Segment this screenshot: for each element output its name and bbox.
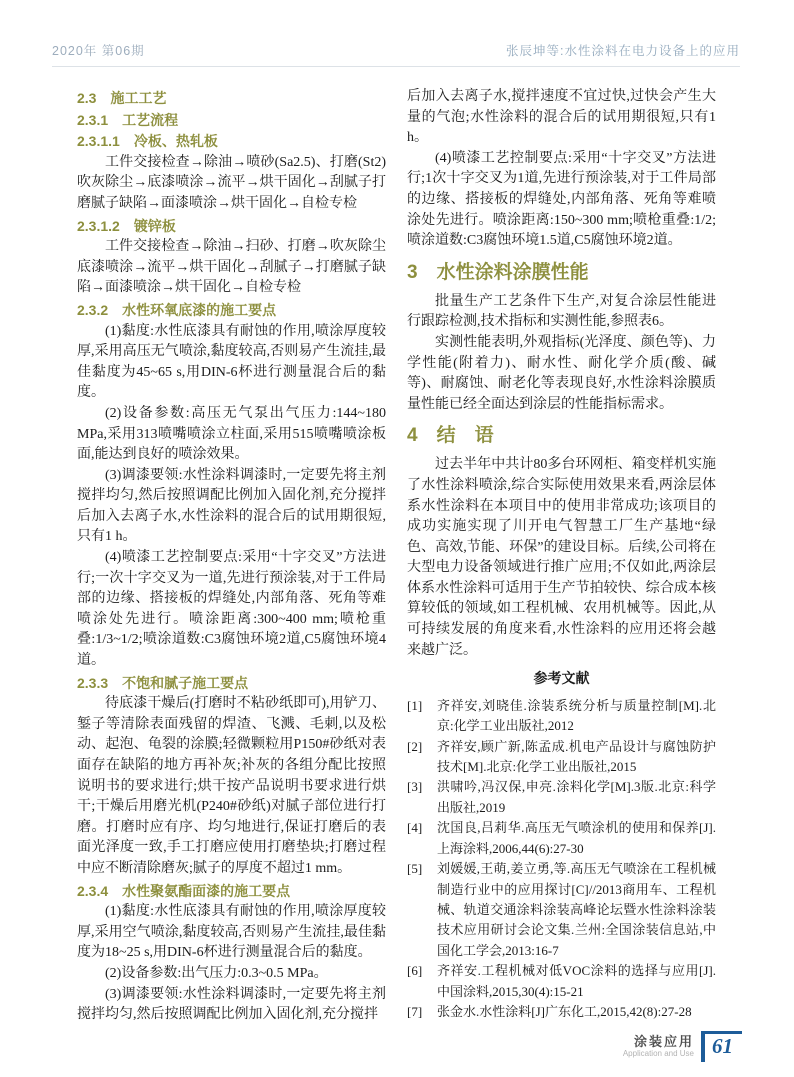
article-body xyxy=(77,87,717,1026)
section-heading-3: 3 水性涂料涂膜性能 xyxy=(407,261,589,283)
page-number xyxy=(701,1031,742,1062)
references-heading: 参考文献 xyxy=(533,672,590,688)
paragraph-topcoat-mixing-start: (3)调漆要领:水性涂料调漆时,一定要先将主剂搅拌均匀,然后按照调配比例加入固化剂,充分搅拌 xyxy=(77,986,386,1023)
paragraph-topcoat-spray-control: (4)喷漆工艺控制要点:采用“十字交叉”方法进行;1次十字交叉为1道,先进行预涂装,对于工件局部的边缘、搭接板的焊缝处,内部角落、死角等难喷涂处先进行。喷涂距离:150~300 mm;喷枪重叠:1/2;喷涂道数:C3腐蚀环境1.5道,C5腐蚀环境2道。 xyxy=(407,150,716,249)
paragraph-process-flow-cold-plate: 工件交接检查→除油→喷砂(Sa2.5)、打磨(St2)吹灰除尘→底漆喷涂→流平→烘干固化→刮腻子打磨腻子缺陷→面漆喷涂→烘干固化→自检专检 xyxy=(77,154,386,211)
reference-text: 齐祥安,刘晓佳.涂装系统分析与质量控制[M].北京:化学工业出版社,2012 xyxy=(437,697,716,734)
left-column xyxy=(77,87,386,1026)
section-heading-2-3-1: 2.3.1 工艺流程 xyxy=(77,111,179,128)
reference-text: 张金水.水性涂料[J]广东化工,2015,42(8):27-28 xyxy=(437,1003,692,1019)
reference-number: [3] xyxy=(407,779,423,795)
reference-text: 刘媛媛,王萌,姜立勇,等.高压无气喷涂在工程机械制造行业中的应用探讨[C]//2013商用车、工程机械、轨道交通涂料涂装高峰论坛暨水性涂料涂装技术应用研讨会论文集.兰州:全国涂装信息站,中国化工学会,2013:16-7 xyxy=(437,861,716,958)
paragraph-conclusion: 过去半年中共计80多台环网柜、箱变样机实施了水性涂料喷涂,综合实际使用效果来看,两涂层体系水性涂料在本项目中的使用非常成功;该项目的成功实施实现了川开电气智慧工厂生产基地“绿色、高效,节能、环保”的建设目标。后续,公司将在大型电力设备领域进行推广应用;不仅如此,两涂层体系水性涂料可适用于生产节拍较快、综合成本核算较低的领域,如工程机械、农用机械等。因此,从可持续发展的角度来看,水性涂料的应用还将会越来越广泛。 xyxy=(407,457,716,658)
footer-section-cn: 涂装应用 xyxy=(633,1033,694,1049)
page-number-value: 61 xyxy=(712,1034,733,1058)
running-title: 张辰坤等:水性涂料在电力设备上的应用 xyxy=(506,44,740,58)
reference-text: 洪啸吟,冯汉保,申亮.涂料化学[M].3版.北京:科学出版社,2019 xyxy=(437,779,716,815)
reference-item xyxy=(407,859,716,961)
reference-item xyxy=(407,818,716,859)
paragraph-process-flow-galvanized: 工件交接检查→除油→扫砂、打磨→吹灰除尘底漆喷涂→流平→烘干固化→刮腻子→打磨腻子缺陷→面漆喷涂→烘干固化→自检专检 xyxy=(77,239,386,296)
section-heading-4: 4 结 语 xyxy=(407,425,494,447)
section-heading-2-3-2: 2.3.2 水性环氧底漆的施工要点 xyxy=(77,301,277,318)
paragraph-primer-equipment: (2)设备参数:高压无气泵出气压力:144~180 MPa,采用313喷嘴喷涂立柱面,采用515喷嘴喷涂板面,能达到良好的喷涂效果。 xyxy=(77,405,386,463)
issue-label: 2020年 第06期 xyxy=(52,44,145,58)
footer-section-label xyxy=(623,1035,694,1059)
reference-number: [5] xyxy=(407,861,423,877)
paragraph-primer-viscosity: (1)黏度:水性底漆具有耐蚀的作用,喷涂厚度较厚,采用高压无气喷涂,黏度较高,否则易产生流挂,最佳黏度为45~65 s,用DIN-6杯进行测量混合后的黏度。 xyxy=(77,323,386,401)
paragraph-film-performance-results: 实测性能表明,外观指标(光泽度、颜色等)、力学性能(附着力)、耐水性、耐化学介质(酸、碱等)、耐腐蚀、耐老化等表现良好,水性涂料涂膜质量性能已经全面达到涂层的性能指标需求。 xyxy=(407,334,716,412)
reference-text: 沈国良,吕莉华.高压无气喷涂机的使用和保养[J].上海涂料,2006,44(6):27-30 xyxy=(437,820,716,856)
reference-item xyxy=(407,696,716,737)
page-header xyxy=(52,41,740,67)
paragraph-primer-mixing: (3)调漆要领:水性涂料调漆时,一定要先将主剂搅拌均匀,然后按照调配比例加入固化剂,充分搅拌后加入去离子水,水性涂料的混合后的试用期很短,只有1 h。 xyxy=(77,467,386,545)
page-footer xyxy=(623,1031,742,1062)
paragraph-primer-spray-control: (4)喷漆工艺控制要点:采用“十字交叉”方法进行;一次十字交叉为一道,先进行预涂装,对于工件局部的边缘、搭接板的焊缝处,内部角落、死角等难喷涂处先进行。喷涂距离:300~400 mm;喷枪重叠:1/3~1/2;喷涂道数:C3腐蚀环境2道,C5腐蚀环境4道。 xyxy=(77,550,386,669)
paragraph-topcoat-mixing-continued: 后加入去离子水,搅拌速度不宜过快,过快会产生大量的气泡;水性涂料的混合后的试用期很短,只有1 h。 xyxy=(407,89,716,146)
reference-number: [2] xyxy=(407,738,423,754)
reference-text: 齐祥安.工程机械对低VOC涂料的选择与应用[J].中国涂料,2015,30(4):15-21 xyxy=(437,963,716,999)
reference-number: [6] xyxy=(407,963,423,979)
paragraph-topcoat-viscosity: (1)黏度:水性底漆具有耐蚀的作用,喷涂厚度较厚,采用空气喷涂,黏度较高,否则易产生流挂,最佳黏度为18~25 s,用DIN-6杯进行测量混合后的黏度。 xyxy=(77,904,386,961)
section-heading-2-3-1-1: 2.3.1.1 冷板、热轧板 xyxy=(77,133,218,150)
reference-number: [1] xyxy=(407,697,423,713)
paragraph-topcoat-equipment: (2)设备参数:出气压力:0.3~0.5 MPa。 xyxy=(105,965,328,981)
reference-number: [7] xyxy=(407,1003,423,1019)
reference-item xyxy=(407,777,716,818)
reference-item xyxy=(407,961,716,1002)
paragraph-film-performance-intro: 批量生产工艺条件下生产,对复合涂层性能进行跟踪检测,技术指标和实测性能,参照表6。 xyxy=(407,293,716,330)
reference-item xyxy=(407,737,716,778)
section-heading-2-3: 2.3 施工工艺 xyxy=(77,90,167,106)
footer-section-en: Application and Use xyxy=(622,1048,694,1058)
paragraph-putty-procedure: 待底漆干燥后(打磨时不粘砂纸即可),用铲刀、錾子等清除表面残留的焊渣、飞溅、毛刺,以及松动、起泡、龟裂的涂膜;轻微颗粒用P150#砂纸对表面存在缺陷的地方再补灰;补灰的各组分配比按照说明书的要求进行;烘干按产品说明书要求进行烘干;干燥后用磨光机(P240#砂纸)对腻子部位进行打磨。打磨时应有序、均匀地进行,保证打磨后的表面光泽度一致,手工打磨应使用打磨垫块;打磨过程中应不断清除磨灰;腻子的厚度不超过1 mm。 xyxy=(77,696,386,876)
section-heading-2-3-4: 2.3.4 水性聚氨酯面漆的施工要点 xyxy=(77,882,291,899)
reference-text: 齐祥安,顾广新,陈孟成.机电产品设计与腐蚀防护技术[M].北京:化学工业出版社,2015 xyxy=(437,738,716,775)
right-column xyxy=(407,87,716,1026)
reference-number: [4] xyxy=(407,820,423,836)
section-heading-2-3-1-2: 2.3.1.2 镀锌板 xyxy=(77,217,176,234)
section-heading-2-3-3: 2.3.3 不饱和腻子施工要点 xyxy=(77,674,249,691)
reference-item xyxy=(407,1002,716,1022)
